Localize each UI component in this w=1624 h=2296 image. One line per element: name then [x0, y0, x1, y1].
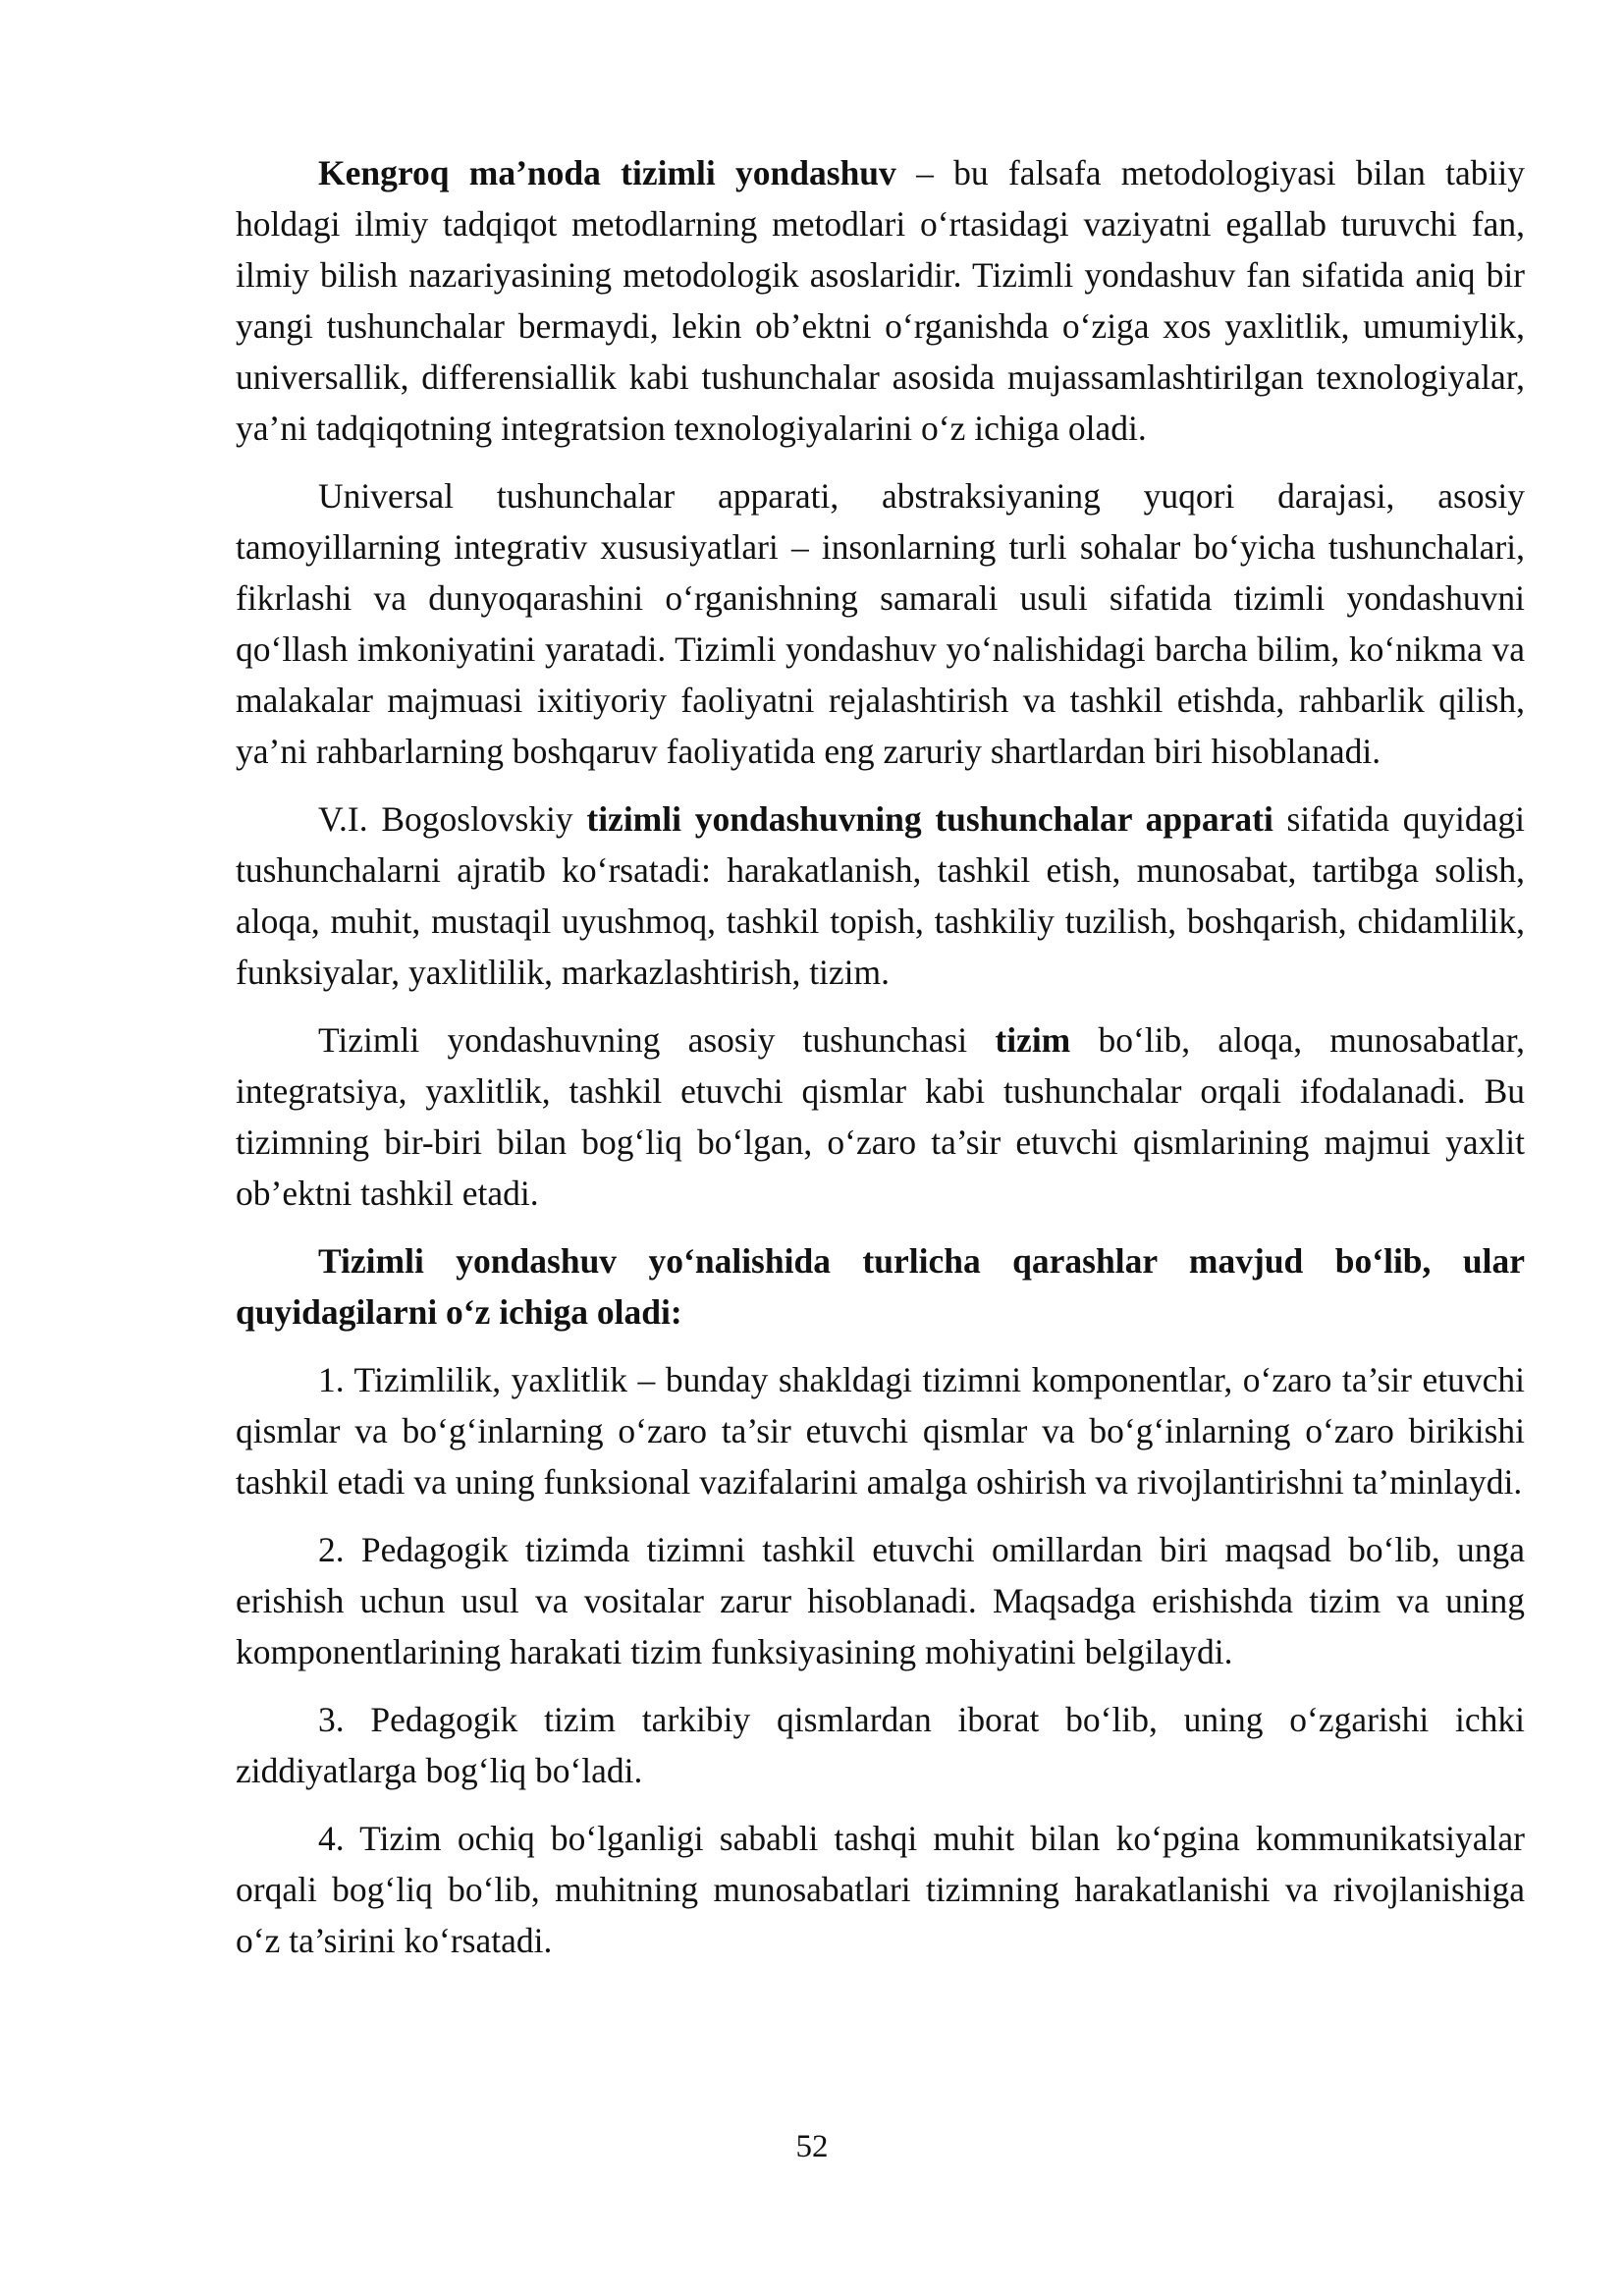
paragraph-text: Universal tushunchalar apparati, abstraksiyaning yuqori darajasi, asosiy tamoyillarning integrativ xususiyatlari – insonlarning turli sohalar bo‘yicha tushunchalari, fikrlashi va dunyoqarashini o‘rganishning samarali usuli sifatida tizimli yondashuvni qo‘llash imkoniyatini yaratadi. Tizimli yondashuv yo‘nalishidagi barcha bilim, ko‘nikma va malakalar majmuasi ixitiyoriy faoliyatni rejalashtirish va tashkil etishda, rahbarlik qilish, ya’ni rahbarlarning boshqaruv faoliyatida eng zaruriy shartlardan biri hisoblanadi. [236, 476, 1525, 771]
paragraph-bogoslovskiy [236, 793, 1525, 998]
list-item-text: 4. Tizim ochiq bo‘lganligi sababli tashqi muhit bilan ko‘pgina kommunikatsiyalar orqali bog‘liq bo‘lib, muhitning munosabatlari tizimning harakatlanishi va rivojlanishiga o‘z ta’sirini ko‘rsatadi. [236, 1819, 1525, 1960]
list-item-2 [236, 1524, 1525, 1677]
list-item-text: 1. Tizimlilik, yaxlitlik – bunday shakldagi tizimni komponentlar, o‘zaro ta’sir etuvchi qismlar va bo‘g‘inlarning o‘zaro ta’sir etuvchi qismlar va bo‘g‘inlarning o‘zaro birikishi tashkil etadi va uning funksional vazifalarini amalga oshirish va rivojlantirishni ta’minlaydi. [236, 1360, 1525, 1502]
paragraph-universal-concepts [236, 470, 1525, 777]
document-body [236, 147, 1525, 1983]
paragraph-text-after: sifatida quyidagi tushunchalarni ajratib ko‘rsatadi: harakatlanish, tashkil etish, munosabat, tartibga solish, aloqa, muhit, mustaqil uyushmoq, tashkil topish, tashkiliy tuzilish, boshqarish, chidamlilik, funksiyalar, yaxlitlilik, markazlashtirish, tizim. [236, 799, 1525, 992]
paragraph-text-after: bo‘lib, aloqa, munosabatlar, integratsiya, yaxlitlik, tashkil etuvchi qismlar kabi tushunchalar orqali ifodalanadi. Bu tizimning bir-biri bilan bog‘liq bo‘lgan, o‘zaro ta’sir etuvchi qismlarining majmui yaxlit ob’ektni tashkil etadi. [236, 1020, 1525, 1213]
list-item-text: 3. Pedagogik tizim tarkibiy qismlardan iborat bo‘lib, uning o‘zgarishi ichki ziddiyatlarga bog‘liq bo‘ladi. [236, 1700, 1525, 1790]
paragraph-text: – bu falsafa metodologiyasi bilan tabiiy holdagi ilmiy tadqiqot metodlarning metodlari o‘rtasidagi vaziyatni egallab turuvchi fan, ilmiy bilish nazariyasining metodologik asoslaridir. Tizimli yondashuv fan sifatida aniq bir yangi tushunchalar bermaydi, lekin ob’ektni o‘rganishda o‘ziga xos yaxlitlik, umumiylik, universallik, differensiallik kabi tushunchalar asosida mujassamlashtirilgan texnologiyalar, ya’ni tadqiqotning integratsion texnologiyalarini o‘z ichiga oladi. [236, 153, 1525, 448]
list-item-4 [236, 1813, 1525, 1966]
bold-term: tizim [995, 1020, 1071, 1060]
paragraph-definition [236, 147, 1525, 454]
bold-lead-term: Kengroq ma’noda tizimli yondashuv [318, 153, 896, 192]
bold-term: tizimli yondashuvning tushunchalar apparati [586, 799, 1273, 839]
paragraph-system-concept [236, 1014, 1525, 1219]
paragraph-text-before: Tizimli yondashuvning asosiy tushunchasi [318, 1020, 996, 1060]
page-number: 52 [795, 2129, 829, 2164]
paragraph-bold-intro [236, 1235, 1525, 1338]
list-item-text: 2. Pedagogik tizimda tizimni tashkil etuvchi omillardan biri maqsad bo‘lib, unga erishish uchun usul va vositalar zarur hisoblanadi. Maqsadga erishishda tizim va uning komponentlarining harakati tizim funksiyasining mohiyatini belgilaydi. [236, 1530, 1525, 1671]
paragraph-text-before: V.I. Bogoslovskiy [318, 799, 587, 839]
list-item-1 [236, 1354, 1525, 1507]
list-item-3 [236, 1694, 1525, 1796]
bold-paragraph-text: Tizimli yondashuv yo‘nalishida turlicha qarashlar mavjud bo‘lib, ular quyidagilarni o‘z ichiga oladi: [236, 1241, 1525, 1332]
